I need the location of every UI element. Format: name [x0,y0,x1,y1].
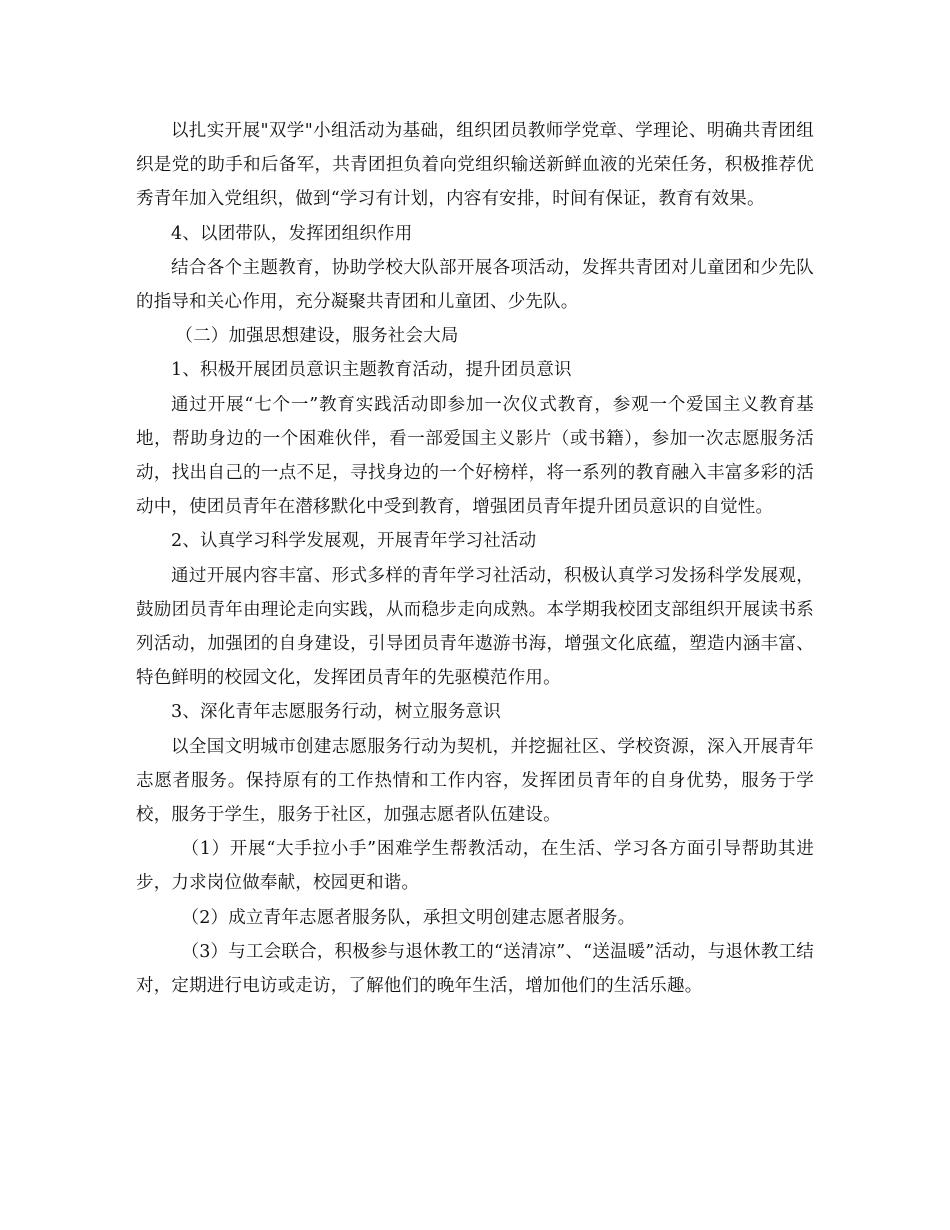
list-item-3: （3）与工会联合，积极参与退休教工的“送清凉”、“送温暖”活动，与退休教工结对，定期进行电访或走访，了解他们的晚年生活，增加他们的生活乐趣。 [136,941,814,997]
list-item-1: （1）开展“大手拉小手”困难学生帮教活动，在生活、学习各方面引导帮助其进步，力求岗位做奉献，校园更和谐。 [136,839,814,894]
document-body [136,114,814,1003]
heading-item-1: 1、积极开展团员意识主题教育活动，提升团员意识 [171,360,572,381]
paragraph-theme-education: 结合各个主题教育，协助学校大队部开展各项活动，发挥共青团对儿童团和少先队的指导和关心作用，充分凝聚共青团和儿童团、少先队。 [136,257,814,313]
heading-section-4: 4、以团带队，发挥团组织作用 [171,223,413,244]
paragraph-shuangxue: 以扎实开展"双学"小组活动为基础，组织团员教师学党章、学理论、明确共青团组织是党的助手和后备军，共青团担负着向党组织输送新鲜血液的光荣任务，积极推荐优秀青年加入党组织，做到“学习有计划，内容有安排，时间有保证，教育有效果。 [136,121,814,210]
paragraph-study-club: 通过开展内容丰富、形式多样的青年学习社活动，积极认真学习发扬科学发展观，鼓励团员青年由理论走向实践，从而稳步走向成熟。本学期我校团支部组织开展读书系列活动，加强团的自身建设，引导团员青年遨游书海，增强文化底蕴，塑造内涵丰富、特色鲜明的校园文化，发挥团员青年的先驱模范作用。 [136,565,814,689]
heading-item-3: 3、深化青年志愿服务行动，树立服务意识 [171,702,501,723]
paragraph-seven-ones: 通过开展“七个一”教育实践活动即参加一次仪式教育，参观一个爱国主义教育基地，帮助身边的一个困难伙伴，看一部爱国主义影片（或书籍），参加一次志愿服务活动，找出自己的一点不足，寻找身边的一个好榜样，将一系列的教育融入丰富多彩的活动中，使团员青年在潜移默化中受到教育，增强团员青年提升团员意识的自觉性。 [136,394,814,518]
list-item-2: （2）成立青年志愿者服务队，承担文明创建志愿者服务。 [181,907,636,928]
paragraph-volunteer-service: 以全国文明城市创建志愿服务行动为契机，并挖掘社区、学校资源，深入开展青年志愿者服务。保持原有的工作热情和工作内容，发挥团员青年的自身优势，服务于学校，服务于学生，服务于社区，加强志愿者队伍建设。 [136,736,814,826]
heading-item-2: 2、认真学习科学发展观，开展青年学习社活动 [171,531,537,552]
heading-part-two: （二）加强思想建设，服务社会大局 [175,326,459,347]
